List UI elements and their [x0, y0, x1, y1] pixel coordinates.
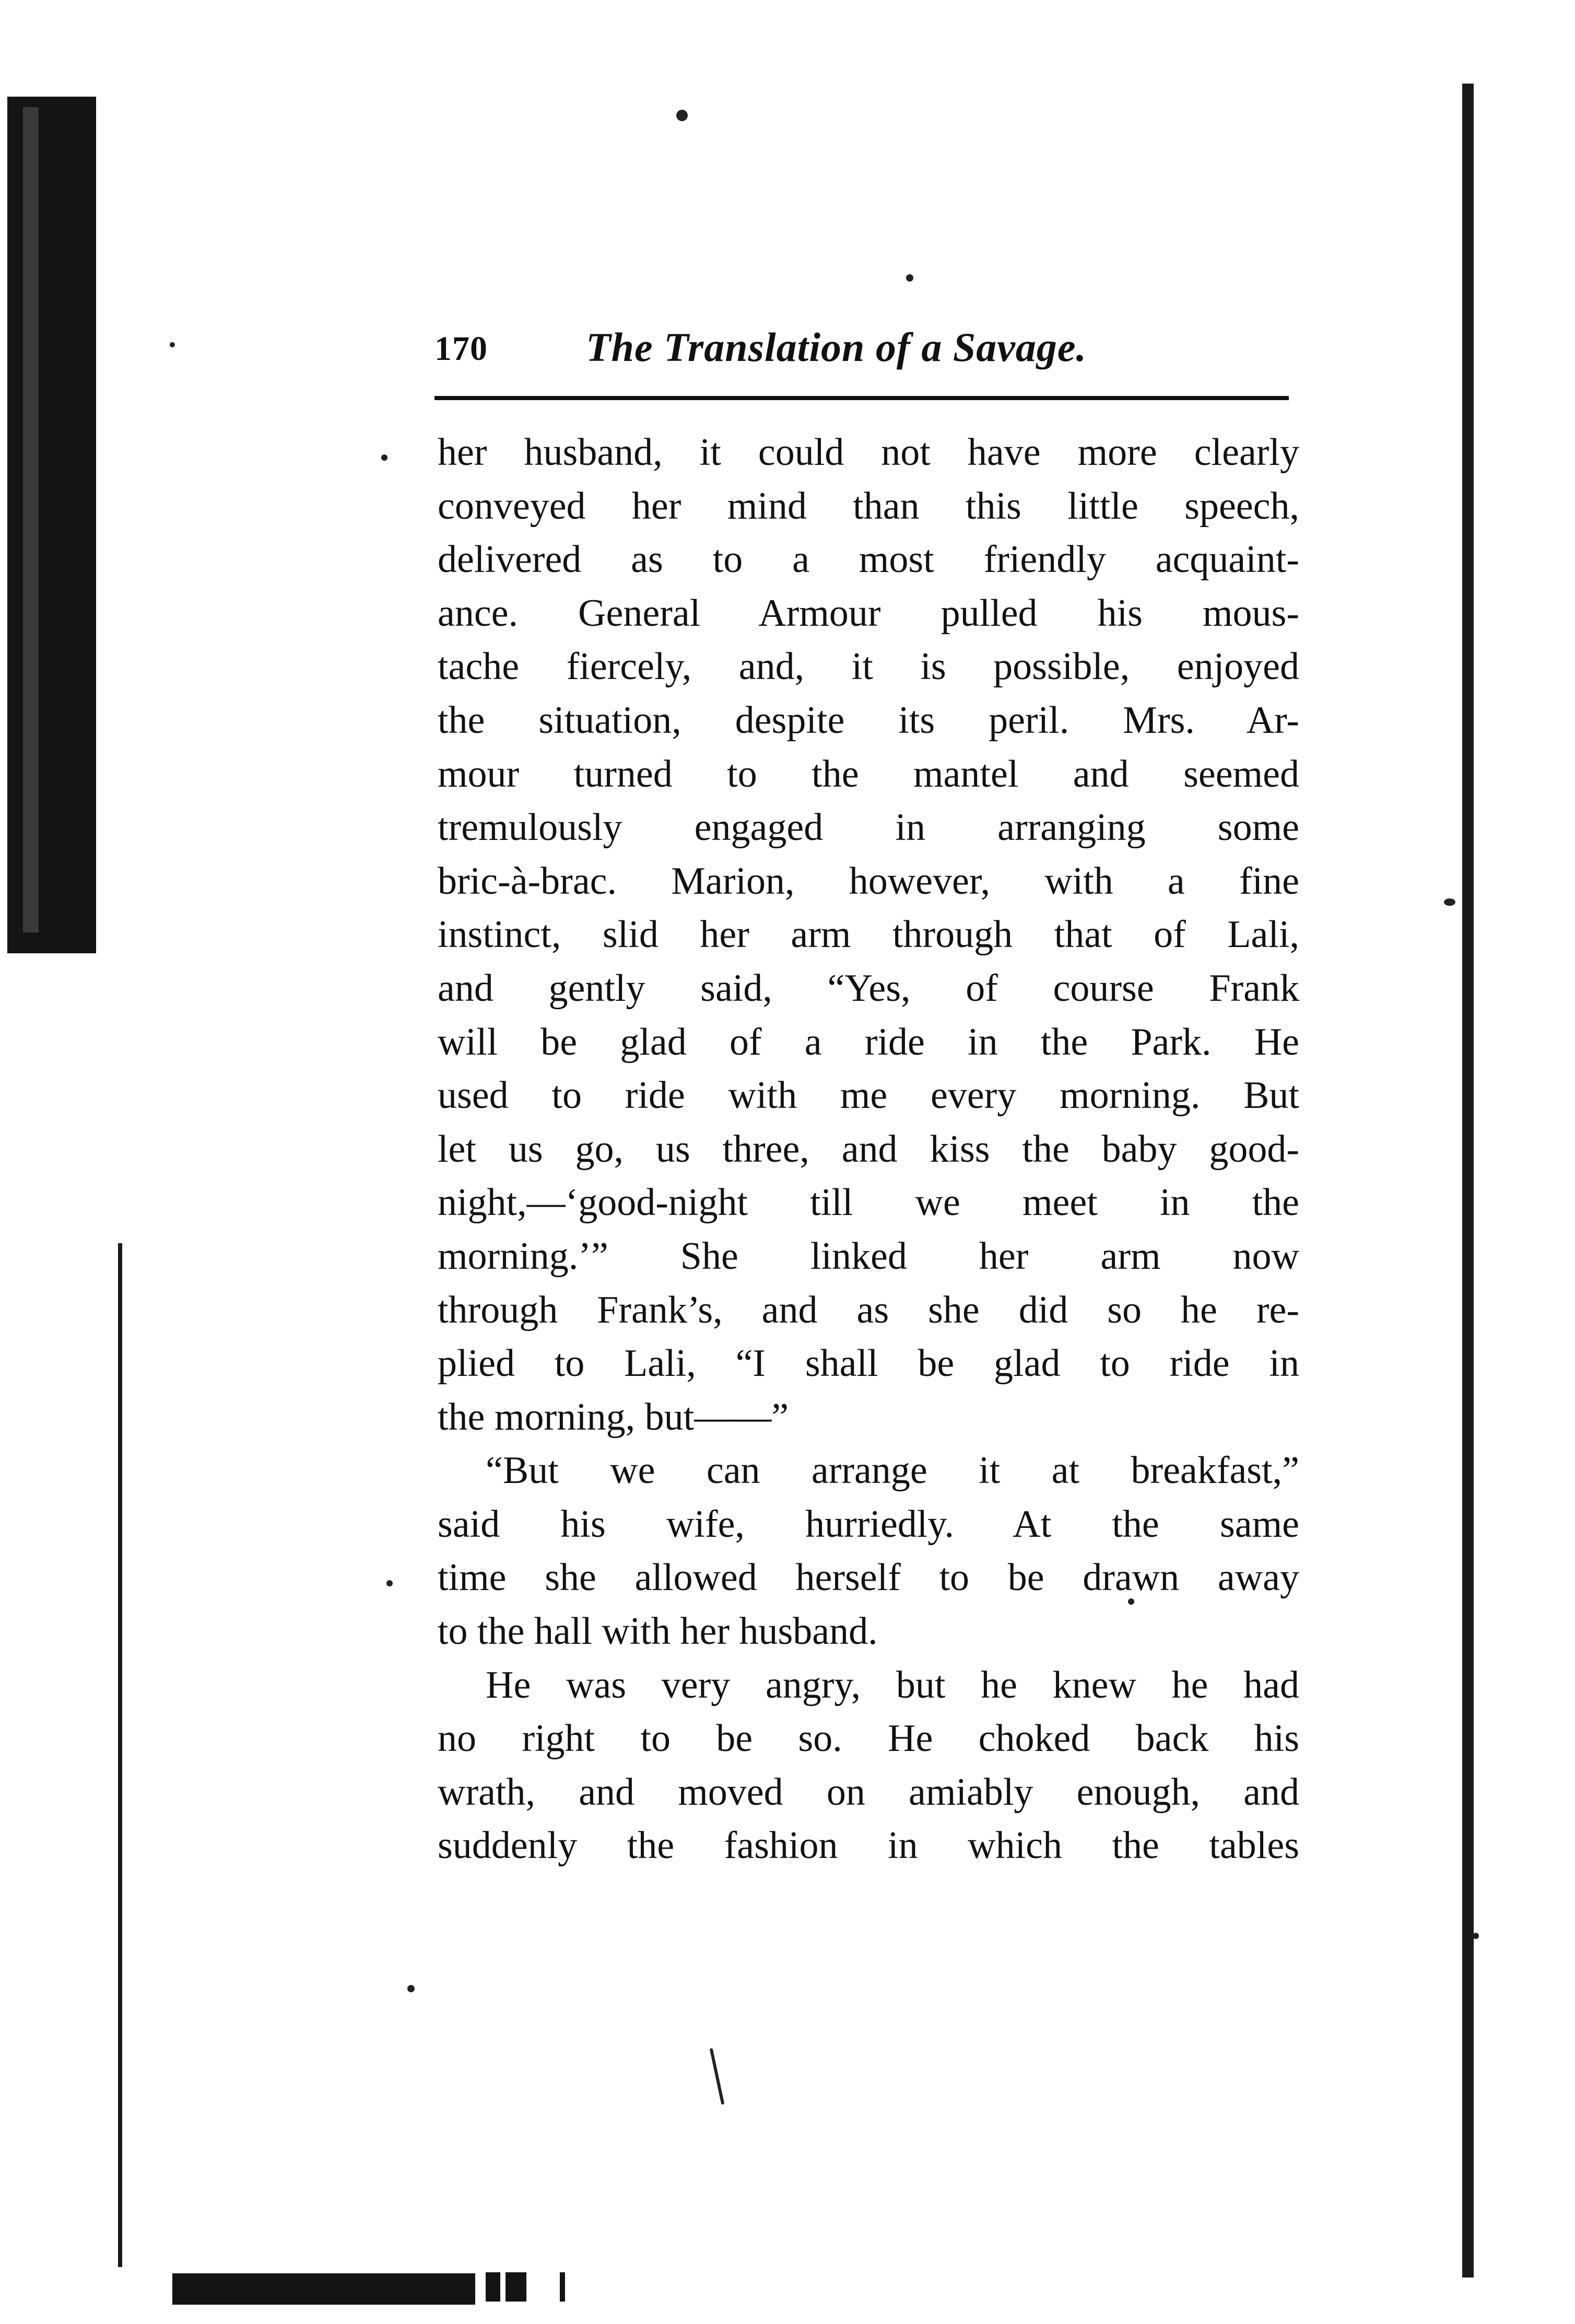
text-line: instinct, slid her arm through that of Lali,	[438, 913, 1299, 956]
body-text	[438, 426, 1299, 1873]
scan-speck	[170, 342, 175, 347]
running-head	[434, 324, 1291, 381]
scan-speck	[676, 110, 688, 121]
text-line: morning.’” She linked her arm now	[438, 1234, 1299, 1278]
text-line: to the hall with her husband.	[438, 1610, 878, 1653]
running-title: The Translation of a Savage.	[586, 324, 1087, 370]
text-line: said his wife, hurriedly. At the same	[438, 1502, 1299, 1546]
text-line: no right to be so. He choked back his	[438, 1717, 1299, 1760]
scan-left-margin-line	[118, 1243, 122, 2267]
text-line: let us go, us three, and kiss the baby good-	[438, 1127, 1299, 1171]
scan-bottom-mark	[486, 2272, 500, 2302]
scan-right-edge-line	[1462, 84, 1474, 2278]
text-line: through Frank’s, and as she did so he re-	[438, 1288, 1299, 1332]
scan-bottom-mark	[506, 2272, 526, 2302]
text-line: He was very angry, but he knew he had	[486, 1663, 1299, 1707]
text-line: night,—‘good-night till we meet in the	[438, 1181, 1299, 1224]
text-line: used to ride with me every morning. But	[438, 1074, 1299, 1117]
text-line: time she allowed herself to be drawn away	[438, 1556, 1299, 1599]
text-line: delivered as to a most friendly acquaint-	[438, 538, 1299, 581]
text-line: wrath, and moved on amiably enough, and	[438, 1770, 1299, 1814]
page-number: 170	[434, 330, 488, 368]
text-line: the situation, despite its peril. Mrs. Ar-	[438, 698, 1299, 742]
text-line: bric-à-brac. Marion, however, with a fine	[438, 859, 1299, 903]
text-line: tache fiercely, and, it is possible, enjoyed	[438, 645, 1299, 688]
scan-speck	[1444, 898, 1455, 906]
text-line: her husband, it could not have more clearly	[438, 431, 1299, 474]
text-line: and gently said, “Yes, of course Frank	[438, 966, 1299, 1010]
scan-speck	[1473, 1933, 1479, 1939]
scan-speck	[407, 1985, 415, 1992]
text-line: tremulously engaged in arranging some	[438, 806, 1299, 849]
scan-speck	[381, 454, 387, 461]
text-line: the morning, but——”	[438, 1395, 789, 1439]
text-line: mour turned to the mantel and seemed	[438, 752, 1299, 796]
header-rule	[434, 396, 1289, 400]
scan-speck	[906, 274, 913, 282]
scan-scratch	[710, 2048, 725, 2105]
scan-bottom-mark	[560, 2272, 565, 2302]
scan-edge-shadow-inner	[23, 107, 39, 932]
text-line: plied to Lali, “I shall be glad to ride in	[438, 1342, 1299, 1385]
text-line: “But we can arrange it at breakfast,”	[486, 1449, 1299, 1492]
scan-edge-shadow	[7, 97, 96, 953]
scan-bottom-shadow	[172, 2273, 475, 2305]
scan-speck	[386, 1580, 393, 1586]
text-line: will be glad of a ride in the Park. He	[438, 1020, 1299, 1064]
text-line: ance. General Armour pulled his mous-	[438, 591, 1299, 635]
text-line: conveyed her mind than this little speech,	[438, 484, 1299, 528]
text-line: suddenly the fashion in which the tables	[438, 1824, 1299, 1867]
